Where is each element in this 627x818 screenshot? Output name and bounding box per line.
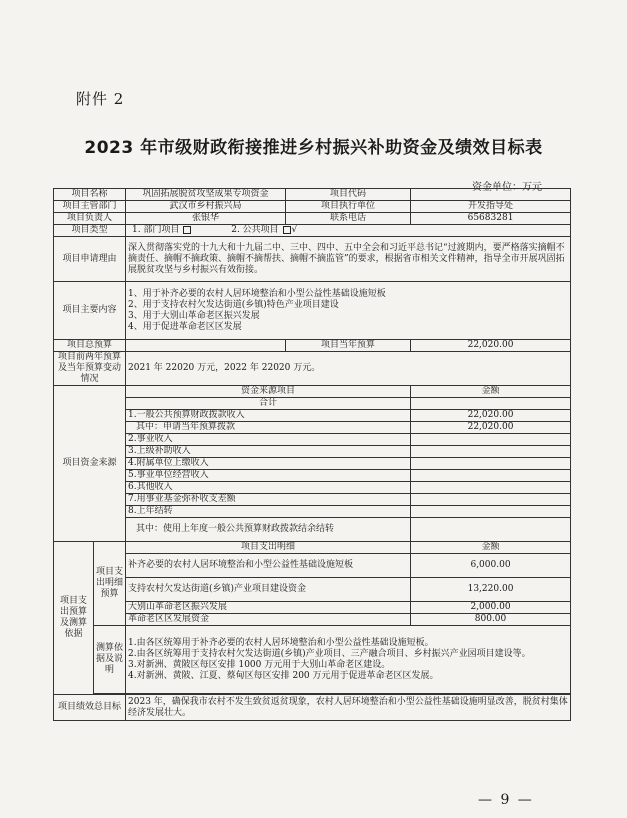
- label-funding-source: 项目资金来源: [54, 386, 126, 542]
- label-project-name: 项目名称: [54, 189, 126, 201]
- label-basis: 测算依据及说明: [94, 626, 126, 694]
- label-total-budget: 项目总预算: [54, 340, 126, 352]
- funding-row-amount: [411, 446, 571, 458]
- funding-row-amount: [411, 458, 571, 470]
- label-project-code: 项目代码: [286, 189, 411, 201]
- budget-table: [53, 188, 571, 721]
- value-project-name: 巩固拓展脱贫攻坚成果专项资金: [126, 189, 286, 201]
- funding-row-label: 其中：申请当年预算拨款: [126, 422, 411, 434]
- funding-row-amount: [411, 434, 571, 446]
- value-reason: 深入贯彻落实党的十九大和十九届二中、三中、四中、五中全会和习近平总书记“过渡期内，要严格落实摘帽不摘责任、摘帽不摘政策、摘帽不摘帮扶、摘帽不摘监管”的要求，根据省市相关文件精神，指导全市开展巩固拓展脱贫攻坚与乡村振兴有效衔接。: [126, 237, 571, 282]
- expense-row-amount: 13,220.00: [411, 578, 571, 602]
- header-source-col: 资金来源项目: [126, 386, 411, 398]
- expense-row-label: 大别山革命老区振兴发展: [126, 602, 411, 614]
- funding-row-label: 1.一般公共预算财政拨款收入: [126, 410, 411, 422]
- content-line: 1、用于补齐必要的农村人居环境整治和小型公益性基础设施短板: [128, 288, 386, 299]
- content-line: 4、用于促进革命老区区发展: [128, 321, 242, 332]
- value-project-code: [411, 189, 571, 201]
- funding-row-amount: 22,020.00: [411, 422, 571, 434]
- label-phone: 联系电话: [286, 213, 411, 225]
- funding-row-amount: [411, 506, 571, 518]
- funding-row-amount: [411, 470, 571, 482]
- funding-row-amount: [411, 398, 571, 410]
- label-goal: 项目绩效总目标: [54, 695, 126, 721]
- value-total-budget: [126, 340, 286, 352]
- content-line: 3、用于大别山革命老区振兴发展: [128, 310, 260, 321]
- checkbox-icon: [283, 226, 291, 234]
- label-expense-block: 项目支出预算及测算依据: [54, 542, 94, 695]
- label-prev-budget: 项目前两年预算及当年预算变动情况: [54, 352, 126, 386]
- funding-row-amount: [411, 518, 571, 542]
- unit-label: 资金单位：万元: [472, 182, 542, 193]
- funding-row-label: 4.附属单位上缴收入: [126, 458, 411, 470]
- header-expense-col: 项目支出明细: [126, 542, 411, 554]
- label-detail-budget: 项目支出明细预算: [94, 542, 126, 626]
- funding-row-amount: 22,020.00: [411, 410, 571, 422]
- header-expense-amount: 金额: [411, 542, 571, 554]
- label-project-type: 项目类型: [54, 225, 126, 237]
- expense-row-label: 支持农村欠发达街道(乡镇)产业项目建设资金: [126, 578, 411, 602]
- funding-row-label: 合计: [126, 398, 411, 410]
- content-line: 2、用于支持农村欠发达街道(乡镇)特色产业项目建设: [128, 299, 339, 310]
- basis-line: 3.对新洲、黄陂区每区安排 1000 万元用于大别山革命老区建设。: [128, 659, 391, 670]
- value-year-budget: 22,020.00: [411, 340, 571, 352]
- value-phone: 65683281: [411, 213, 571, 225]
- label-exec-unit: 项目执行单位: [286, 201, 411, 213]
- page-number: — 9 —: [478, 792, 534, 808]
- value-department: 武汉市乡村振兴局: [126, 201, 286, 213]
- funding-row-label: 其中：使用上年度一般公共预算财政拨款结余结转: [126, 518, 411, 542]
- value-content: [126, 282, 571, 340]
- basis-line: 4.对新洲、黄陂、江夏、蔡甸区每区安排 200 万元用于促进革命老区区发展。: [128, 670, 439, 681]
- value-goal: 2023 年，确保我市农村不发生致贫返贫现象，农村人居环境整治和小型公益性基础设施明显改善，脱贫村集体经济发展壮大。: [126, 695, 571, 721]
- value-basis: [126, 626, 571, 694]
- attachment-label: 附件 2: [76, 90, 125, 108]
- basis-line: 2.由各区统筹用于支持农村欠发达街道(乡镇)产业项目、三产融合项目、乡村振兴产业园项目建设等。: [128, 648, 531, 659]
- label-department: 项目主管部门: [54, 201, 126, 213]
- expense-row-amount: 2,000.00: [411, 602, 571, 614]
- label-year-budget: 项目当年预算: [286, 340, 411, 352]
- expense-row-amount: 6,000.00: [411, 554, 571, 578]
- funding-row-label: 7.用事业基金弥补收支差额: [126, 494, 411, 506]
- header-amount-col: 金额: [411, 386, 571, 398]
- expense-row-label: 革命老区区发展资金: [126, 614, 411, 626]
- value-project-type: [126, 225, 571, 237]
- funding-row-label: 2.事业收入: [126, 434, 411, 446]
- funding-row-label: 3.上级补助收入: [126, 446, 411, 458]
- funding-row-label: 8.上年结转: [126, 506, 411, 518]
- funding-row-label: 6.其他收入: [126, 482, 411, 494]
- label-leader: 项目负责人: [54, 213, 126, 225]
- funding-row-amount: [411, 494, 571, 506]
- expense-row-label: 补齐必要的农村人居环境整治和小型公益性基础设施短板: [126, 554, 411, 578]
- checkbox-icon: [183, 226, 191, 234]
- funding-row-amount: [411, 482, 571, 494]
- label-content: 项目主要内容: [54, 282, 126, 340]
- basis-line: 1.由各区统筹用于补齐必要的农村人居环境整治和小型公益性基础设施短板。: [128, 637, 434, 648]
- value-exec-unit: 开发指导处: [411, 201, 571, 213]
- page-title: 2023 年市级财政衔接推进乡村振兴补助资金及绩效目标表: [84, 138, 543, 158]
- type-option-dept: 1. 部门项目: [132, 225, 180, 235]
- value-leader: 张银华: [126, 213, 286, 225]
- label-reason: 项目申请理由: [54, 237, 126, 282]
- checkmark-icon: √: [291, 225, 298, 235]
- value-prev-budget: 2021 年 22020 万元，2022 年 22020 万元。: [126, 352, 571, 386]
- expense-row-amount: 800.00: [411, 614, 571, 626]
- funding-row-label: 5.事业单位经营收入: [126, 470, 411, 482]
- type-option-public: 2. 公共项目: [231, 225, 279, 235]
